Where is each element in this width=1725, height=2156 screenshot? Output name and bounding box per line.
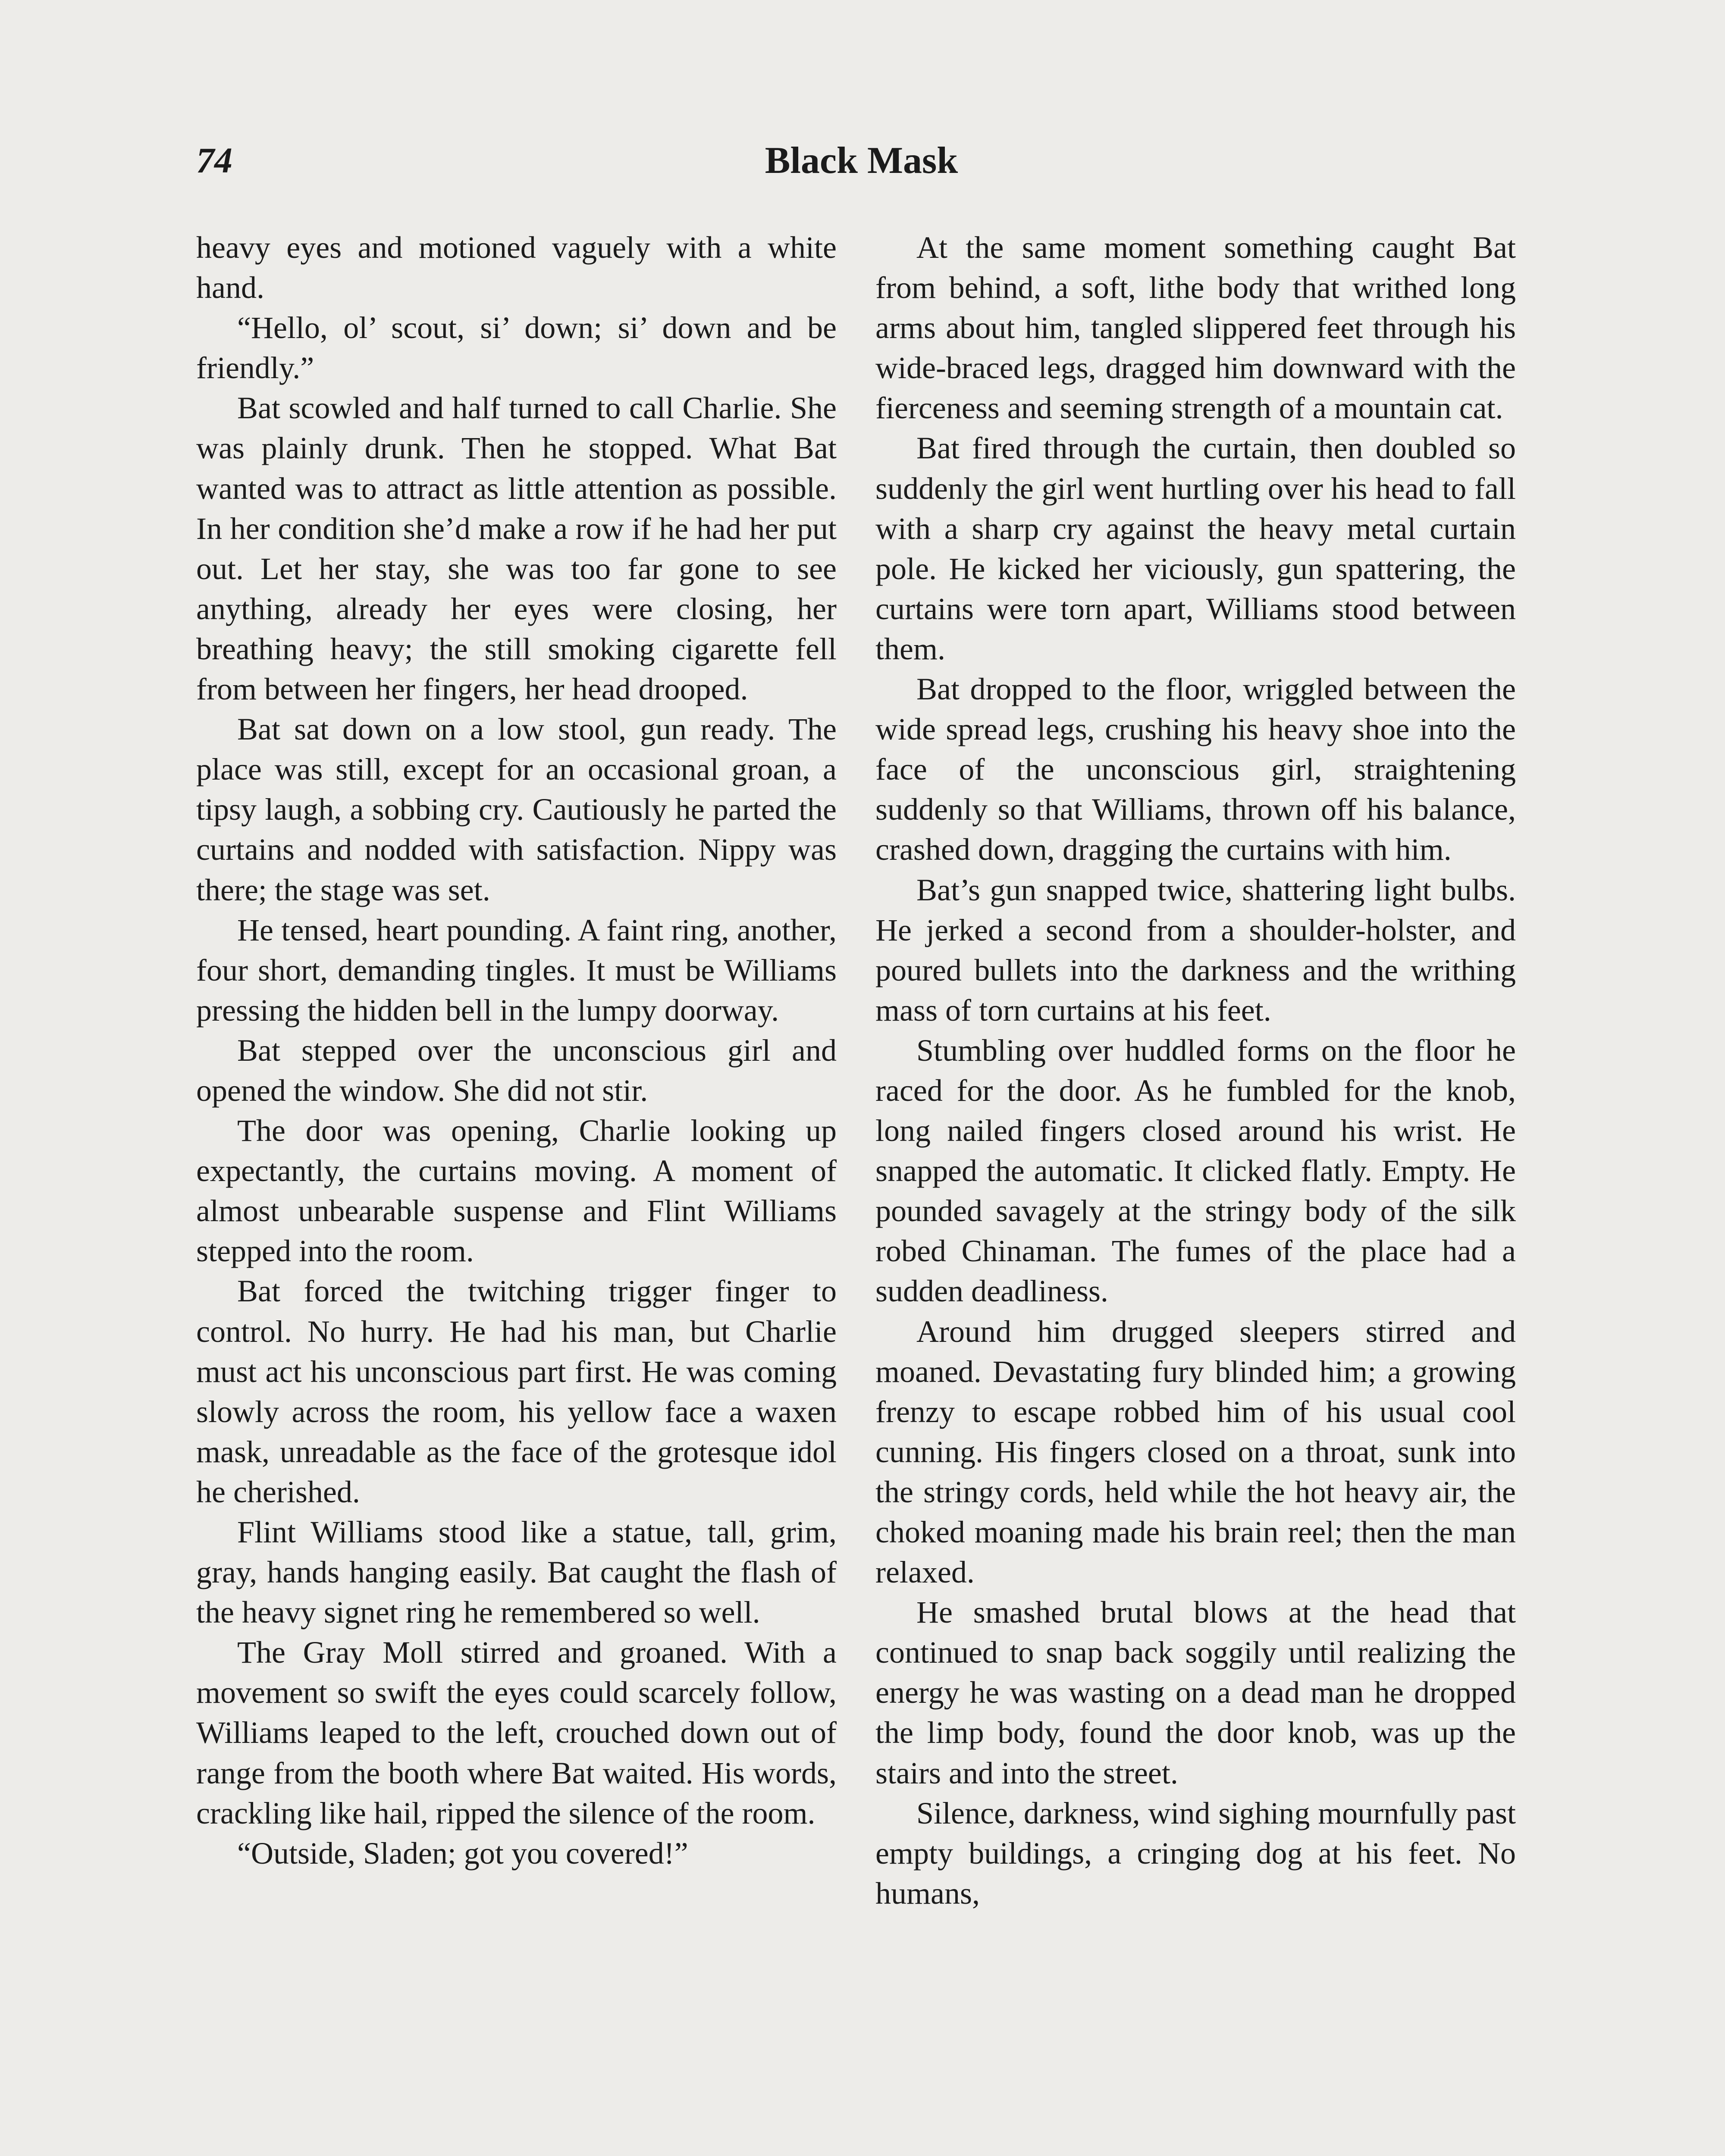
paragraph: Bat stepped over the unconscious girl and opened the window. She did not stir. — [196, 1033, 837, 1108]
paragraph: Bat fired through the curtain, then doubled so suddenly the girl went hurtling over his head to fall with a sharp cry against the heavy metal curtain pole. He kicked her viciously, gun spattering, the curtains were torn apart, Williams stood between them. — [875, 431, 1516, 666]
paragraph: heavy eyes and motioned vaguely with a white hand. — [196, 230, 837, 305]
paragraph: Stumbling over huddled forms on the floor he raced for the door. As he fumbled for the knob, long nailed fingers closed around his wrist. He snapped the automatic. It clicked flatly. Empty. He pounded savagely at the stringy body of the silk robed Chinaman. The fumes of the place had a sudden deadliness. — [875, 1033, 1516, 1309]
paragraph: “Outside, Sladen; got you covered!” — [237, 1836, 688, 1871]
left-column — [196, 228, 837, 1874]
paragraph: The door was opening, Charlie looking up expectantly, the curtains moving. A moment of almost unbearable suspense and Flint Williams stepped into the room. — [196, 1113, 837, 1269]
paragraph: Bat scowled and half turned to call Charlie. She was plainly drunk. Then he stopped. What Bat wanted was to attract as little attention as possible. In her condition she’d make a row if he had her put out. Let her stay, she was too far gone to see anything, already her eyes were closing, her breathing heavy; the still smoking cigarette fell from between her fingers, her head drooped. — [196, 391, 837, 707]
paragraph: He smashed brutal blows at the head that continued to snap back soggily until realizing the energy he was wasting on a dead man he dropped the limp body, found the door knob, was up the stairs and into the street. — [875, 1595, 1516, 1790]
paragraph: Flint Williams stood like a statue, tall, grim, gray, hands hanging easily. Bat caught the flash of the heavy signet ring he remembered so well. — [196, 1515, 837, 1630]
paragraph: Bat’s gun snapped twice, shattering light bulbs. He jerked a second from a shoulder-holster, and poured bullets into the darkness and the writhing mass of torn curtains at his feet. — [875, 872, 1516, 1028]
paragraph: He tensed, heart pounding. A faint ring, another, four short, demanding tingles. It must be Williams pressing the hidden bell in the lumpy doorway. — [196, 912, 837, 1028]
paragraph: At the same moment something caught Bat from behind, a soft, lithe body that writhed long arms about him, tangled slippered feet through his wide-braced legs, dragged him downward with the fierceness and seeming strength of a mountain cat. — [875, 230, 1516, 426]
page-header — [196, 137, 1527, 189]
paragraph: “Hello, ol’ scout, si’ down; si’ down and be friendly.” — [196, 310, 837, 385]
paragraph: Bat dropped to the floor, wriggled between the wide spread legs, crushing his heavy shoe into the face of the unconscious girl, straightening suddenly so that Williams, thrown off his balance, crashed down, dragging the curtains with him. — [875, 672, 1516, 867]
right-column — [875, 228, 1516, 1914]
paragraph: The Gray Moll stirred and groaned. With a movement so swift the eyes could scarcely follow, Williams leaped to the left, crouched down out of range from the booth where Bat waited. His words, crackling like hail, ripped the silence of the room. — [196, 1635, 837, 1830]
paragraph: Bat forced the twitching trigger finger to control. No hurry. He had his man, but Charlie must act his unconscious part first. He was coming slowly across the room, his yellow face a waxen mask, unreadable as the face of the grotesque idol he cherished. — [196, 1274, 837, 1509]
magazine-title: Black Mask — [765, 140, 958, 182]
paragraph: Silence, darkness, wind sighing mournfully past empty buildings, a cringing dog at his feet. No humans, — [875, 1796, 1516, 1911]
paragraph: Around him drugged sleepers stirred and moaned. Devastating fury blinded him; a growing frenzy to escape robbed him of his usual cool cunning. His fingers closed on a throat, sunk into the stringy cords, held while the hot heavy air, the choked moaning made his brain reel; then the man relaxed. — [875, 1314, 1516, 1590]
paragraph: Bat sat down on a low stool, gun ready. The place was still, except for an occasional groan, a tipsy laugh, a sobbing cry. Cautiously he parted the curtains and nodded with satisfaction. Nippy was there; the stage was set. — [196, 712, 837, 907]
page-number: 74 — [196, 141, 232, 181]
